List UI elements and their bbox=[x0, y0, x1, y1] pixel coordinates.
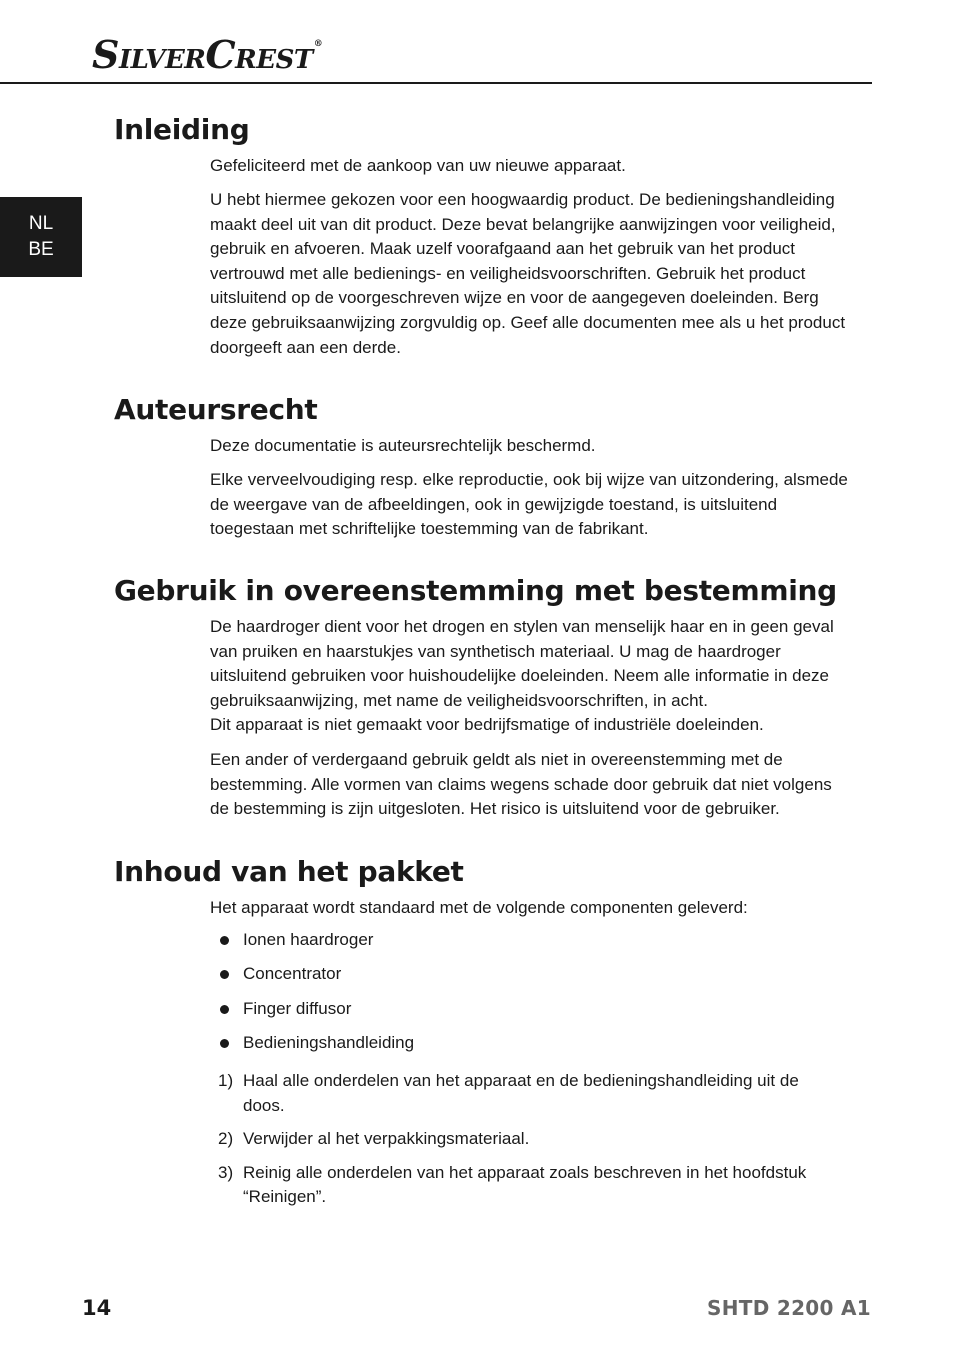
page-number: 14 bbox=[82, 1296, 112, 1320]
list-item: Ionen haardroger bbox=[214, 927, 414, 961]
gebruik-paragraph-1-text: De haardroger dient voor het drogen en stylen van menselijk haar en in geen geval van pruiken en haarstukjes van synthetisch materiaal. U mag de haardroger uitsluitend gebruiken voor huishoudelijke doeleinden. Neem alle informatie in deze gebruiksaanwijzing, met name de veiligheidsvoorschriften, in acht. bbox=[210, 617, 834, 710]
language-tab bbox=[0, 197, 82, 277]
auteursrecht-paragraph-2: Elke verveelvoudiging resp. elke reproductie, ook bij wijze van uitzondering, alsmede de weergave van de afbeeldingen, ook in gewijzigde toestand, is uitsluitend toegestaan met schriftelijke toestemming van de fabrikant. bbox=[210, 470, 848, 539]
silvercrest-logo: SILVERCREST® bbox=[92, 32, 323, 77]
header-divider bbox=[0, 82, 872, 84]
language-code-be: BE bbox=[28, 239, 54, 260]
heading-inhoud: Inhoud van het pakket bbox=[114, 855, 464, 888]
bullet-icon bbox=[220, 1039, 229, 1048]
language-code-nl: NL bbox=[28, 213, 54, 234]
list-item: Concentrator bbox=[214, 961, 414, 995]
bullet-icon bbox=[220, 970, 229, 979]
step-item: 1) Haal alle onderdelen van het apparaat en de bedieningshandleiding uit de doos. bbox=[218, 1071, 799, 1115]
step-item: 3) Reinig alle onderdelen van het apparaat zoals beschreven in het hoofdstuk “Reinigen”. bbox=[218, 1162, 807, 1207]
model-number: SHTD 2200 A1 bbox=[707, 1296, 871, 1320]
contents-list bbox=[214, 927, 414, 1064]
heading-inleiding: Inleiding bbox=[114, 113, 250, 146]
step-item: 2) Verwijder al het verpakkingsmateriaal. bbox=[218, 1129, 530, 1149]
gebruik-paragraph-2: Een ander of verdergaand gebruik geldt als niet in overeenstemming met de bestemming. Alle vormen van claims wegens schade door gebruik dat niet volgens de bestemming is zijn uitgesloten. Het risico is uitsluitend voor de gebruiker. bbox=[210, 750, 832, 819]
gebruik-paragraph-1 bbox=[210, 615, 850, 738]
inleiding-paragraph-1: Gefeliciteerd met de aankoop van uw nieuwe apparaat. bbox=[210, 156, 626, 175]
auteursrecht-paragraph-1: Deze documentatie is auteursrechtelijk beschermd. bbox=[210, 436, 596, 455]
bullet-icon bbox=[220, 936, 229, 945]
list-item: Bedieningshandleiding bbox=[214, 1030, 414, 1064]
list-item: Finger diffusor bbox=[214, 996, 414, 1030]
inhoud-intro: Het apparaat wordt standaard met de volgende componenten geleverd: bbox=[210, 898, 748, 917]
inleiding-paragraph-2: U hebt hiermee gekozen voor een hoogwaardig product. De bedieningshandleiding maakt deel uit van dit product. Deze bevat belangrijke aanwijzingen voor veiligheid, gebruik en afvoeren. Maak uzelf voorafgaand aan het gebruik van het product vertrouwd met alle bedienings- en veiligheidsvoorschriften. Gebruik het product uitsluitend op de voorgeschreven wijze en voor de aangegeven doeleinden. Berg deze gebruiksaanwijzing zorgvuldig op. Geef alle documenten mee als u het product doorgeeft aan een derde. bbox=[210, 190, 846, 357]
heading-gebruik: Gebruik in overeenstemming met bestemming bbox=[114, 574, 837, 607]
unpacking-steps bbox=[214, 1069, 834, 1210]
heading-auteursrecht: Auteursrecht bbox=[114, 393, 318, 426]
bullet-icon bbox=[220, 1005, 229, 1014]
gebruik-paragraph-1-note: Dit apparaat is niet gemaakt voor bedrijfsmatige of industriële doeleinden. bbox=[210, 715, 764, 735]
